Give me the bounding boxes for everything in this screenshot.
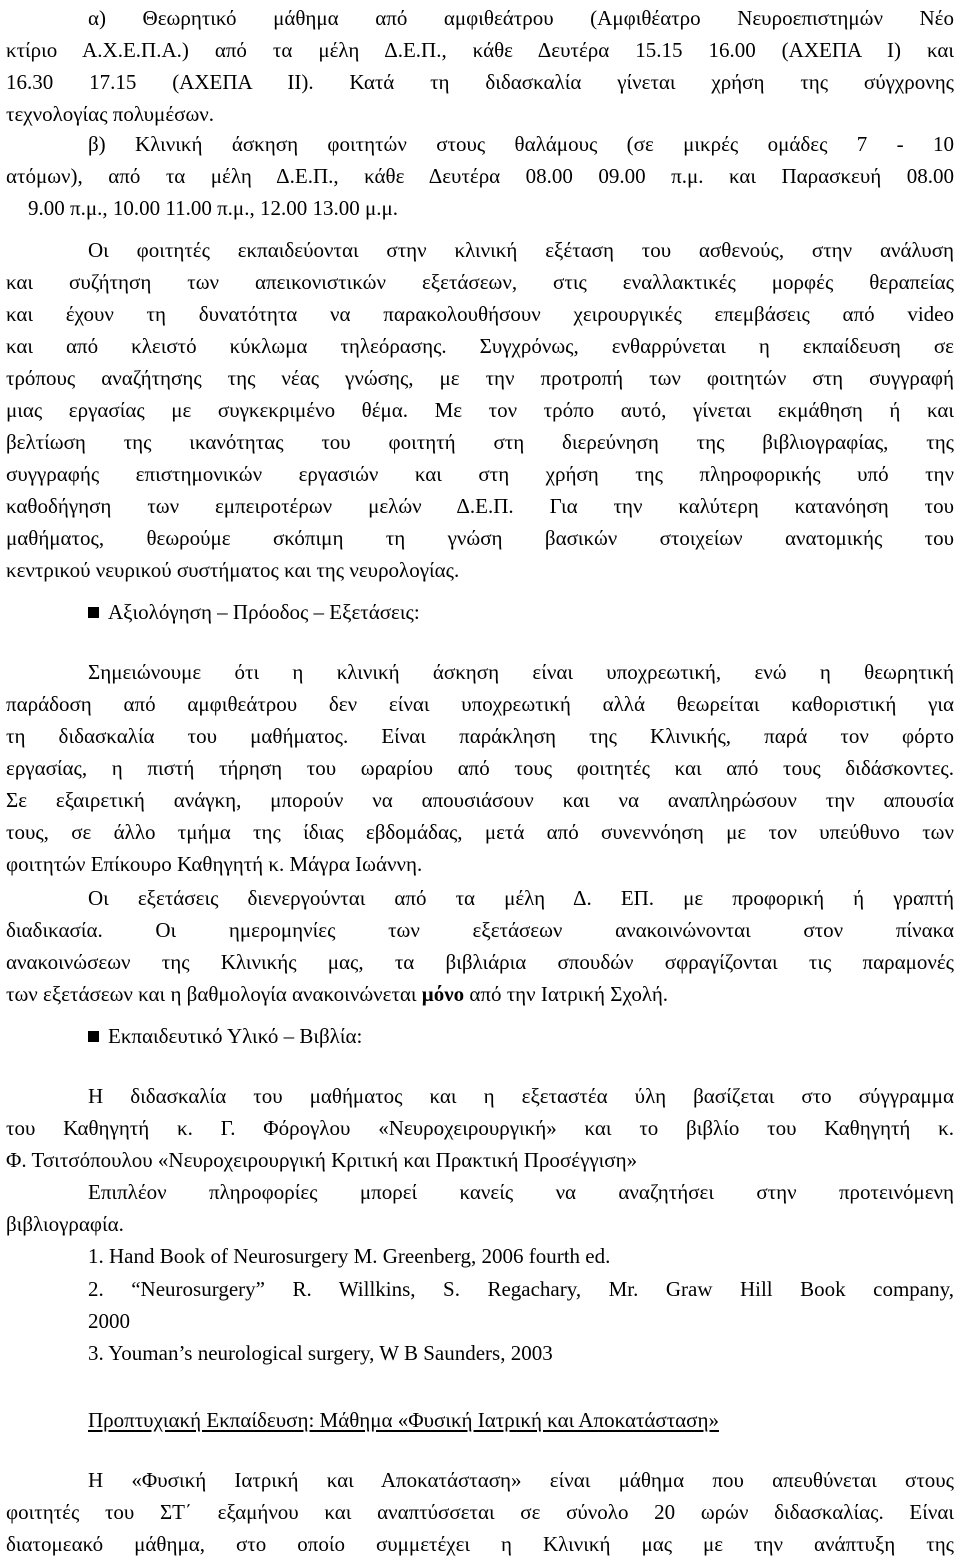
text-line: α) Θεωρητικό μάθημα από αμφιθεάτρου (Αμφιθέατρο Νευροεπιστημών Νέο — [88, 6, 954, 30]
paragraph-exams — [6, 882, 954, 1010]
text-fragment: των εξετάσεων και η βαθμολογία ανακοινώνεται — [6, 982, 422, 1006]
text-line: Σε εξαιρετική ανάγκη, μπορούν να απουσιάσουν και να αναπληρώσουν την απουσία — [6, 788, 954, 812]
text-line: εργασίας, η πιστή τήρηση του ωραρίου από τους φοιτητές και από τους διδάσκοντες. — [6, 756, 954, 780]
text-line: βελτίωση της ικανότητας του φοιτητή στη διερεύνηση της βιβλιογραφίας, της — [6, 430, 954, 454]
text-line: Η διδασκαλία του μαθήματος και η εξεταστέα ύλη βασίζεται στο σύγγραμμα — [88, 1084, 954, 1108]
reference-item: 1. Hand Book of Neurosurgery M. Greenberg, 2006 fourth ed. — [88, 1244, 611, 1268]
paragraph-attendance — [6, 656, 954, 880]
text-line: και συζήτηση των απεικονιστικών εξετάσεων, στις εναλλακτικές μορφές θεραπείας — [6, 270, 954, 294]
text-line: μαθήματος, θεωρούμε σκόπιμη τη γνώση βασικών στοιχείων ανατομικής του — [6, 526, 954, 550]
text-line: τρόπους αναζήτησης της νέας γνώσης, με την προτροπή των φοιτητών στη συγγραφή — [6, 366, 954, 390]
bold-emphasis: μόνο — [421, 982, 465, 1006]
text-line: τεχνολογίας πολυμέσων. — [6, 102, 215, 126]
text-line: 9.00 π.μ., 10.00 11.00 π.μ., 12.00 13.00 μ.μ. — [28, 196, 398, 220]
paragraph-physical-medicine — [6, 1464, 954, 1560]
text-line: μιας εργασίας με συγκεκριμένο θέμα. Με τον τρόπο αυτό, γίνεται εκμάθηση ή και — [6, 398, 954, 422]
paragraph-student-training — [6, 234, 954, 586]
text-line: βιβλιογραφία. — [6, 1212, 124, 1236]
heading-text: Αξιολόγηση – Πρόοδος – Εξετάσεις: — [108, 600, 420, 624]
section-heading-physical-medicine: Προπτυχιακή Εκπαίδευση: Μάθημα «Φυσική Ιατρική και Αποκατάσταση» — [88, 1408, 719, 1432]
text-line: Η «Φυσική Ιατρική και Αποκατάσταση» είναι μάθημα που απευθύνεται στους — [88, 1468, 954, 1492]
text-line: 16.30 17.15 (ΑΧΕΠΑ ΙΙ). Κατά τη διδασκαλία γίνεται χρήση της σύγχρονης — [6, 70, 954, 94]
reference-item: 3. Youman’s neurological surgery, W B Saunders, 2003 — [88, 1341, 553, 1365]
text-fragment: από την Ιατρική Σχολή. — [464, 982, 669, 1006]
text-line: Σημειώνουμε ότι η κλινική άσκηση είναι υποχρεωτική, ενώ η θεωρητική — [88, 660, 954, 684]
reference-item-continued: 2000 — [88, 1309, 130, 1333]
text-line: ανακοινώσεων της Κλινικής μας, τα βιβλιάρια σπουδών σφραγίζονται τις παραμονές — [6, 950, 954, 974]
square-bullet-icon — [88, 607, 99, 618]
text-line: διαδικασία. Οι ημερομηνίες των εξετάσεων ανακοινώνονται στον πίνακα — [6, 918, 954, 942]
text-line: Οι εξετάσεις διενεργούνται από τα μέλη Δ. ΕΠ. με προφορική ή γραπτή — [88, 886, 954, 910]
text-line: κεντρικού νευρικού συστήματος και της νευρολογίας. — [6, 558, 460, 582]
section-heading-materials — [88, 1020, 362, 1052]
heading-text: Εκπαιδευτικό Υλικό – Βιβλία: — [108, 1024, 363, 1048]
text-line: Επιπλέον πληροφορίες μπορεί κανείς να αναζητήσει στην προτεινόμενη — [88, 1180, 954, 1204]
text-line: Φ. Τσιτσόπουλου «Νευροχειρουργική Κριτική και Πρακτική Προσέγγιση» — [6, 1148, 638, 1172]
text-line: καθοδήγηση των εμπειροτέρων μελών Δ.Ε.Π. Για την καλύτερη κατανόηση του — [6, 494, 954, 518]
text-line: κτίριο Α.Χ.Ε.Π.Α.) από τα μέλη Δ.Ε.Π., κάθε Δευτέρα 15.15 16.00 (ΑΧΕΠΑ Ι) και — [6, 38, 954, 62]
reference-item: 2. “Neurosurgery” R. Willkins, S. Regachary, Mr. Graw Hill Book company, — [88, 1277, 954, 1301]
paragraph-textbooks — [6, 1080, 954, 1176]
paragraph-clinical-practice — [6, 128, 954, 224]
text-line: φοιτητές του ΣΤ΄ εξαμήνου και αναπτύσσεται σε σύνολο 20 ωρών διδασκαλίας. Είναι — [6, 1500, 954, 1524]
text-line: συγγραφής επιστημονικών εργασιών και στη χρήση της πληροφορικής υπό την — [6, 462, 954, 486]
square-bullet-icon — [88, 1031, 99, 1042]
text-line: Οι φοιτητές εκπαιδεύονται στην κλινική εξέταση του ασθενούς, στην ανάλυση — [88, 238, 954, 262]
text-line: β) Κλινική άσκηση φοιτητών στους θαλάμους (σε μικρές ομάδες 7 - 10 — [88, 132, 954, 156]
text-line — [6, 978, 954, 1010]
text-line: διατομεακό μάθημα, στο οποίο συμμετέχει η Κλινική μας με την ανάπτυξη της — [6, 1532, 954, 1556]
text-line: παράδοση από αμφιθεάτρου δεν είναι υποχρεωτική αλλά θεωρείται καθοριστική για — [6, 692, 954, 716]
paragraph-theory-lecture — [6, 2, 954, 130]
text-line: φοιτητών Επίκουρο Καθηγητή κ. Μάγρα Ιωάννη. — [6, 852, 423, 876]
text-line: και από κλειστό κύκλωμα τηλεόρασης. Συγχρόνως, ενθαρρύνεται η εκπαίδευση σε — [6, 334, 954, 358]
paragraph-further-info — [6, 1176, 954, 1240]
text-line: τους, σε άλλο τμήμα της ίδιας εβδομάδας, μετά από συνεννόηση με τον υπεύθυνο των — [6, 820, 954, 844]
text-line: του Καθηγητή κ. Γ. Φόρογλου «Νευροχειρουργική» και το βιβλίο του Καθηγητή κ. — [6, 1116, 954, 1140]
text-line: τη διδασκαλία του μαθήματος. Είναι παράκληση της Κλινικής, παρά τον φόρτο — [6, 724, 954, 748]
text-line: και έχουν τη δυνατότητα να παρακολουθήσουν χειρουργικές επεμβάσεις από video — [6, 302, 954, 326]
text-line: ατόμων), από τα μέλη Δ.Ε.Π., κάθε Δευτέρα 08.00 09.00 π.μ. και Παρασκευή 08.00 — [6, 164, 954, 188]
section-heading-assessment — [88, 596, 420, 628]
